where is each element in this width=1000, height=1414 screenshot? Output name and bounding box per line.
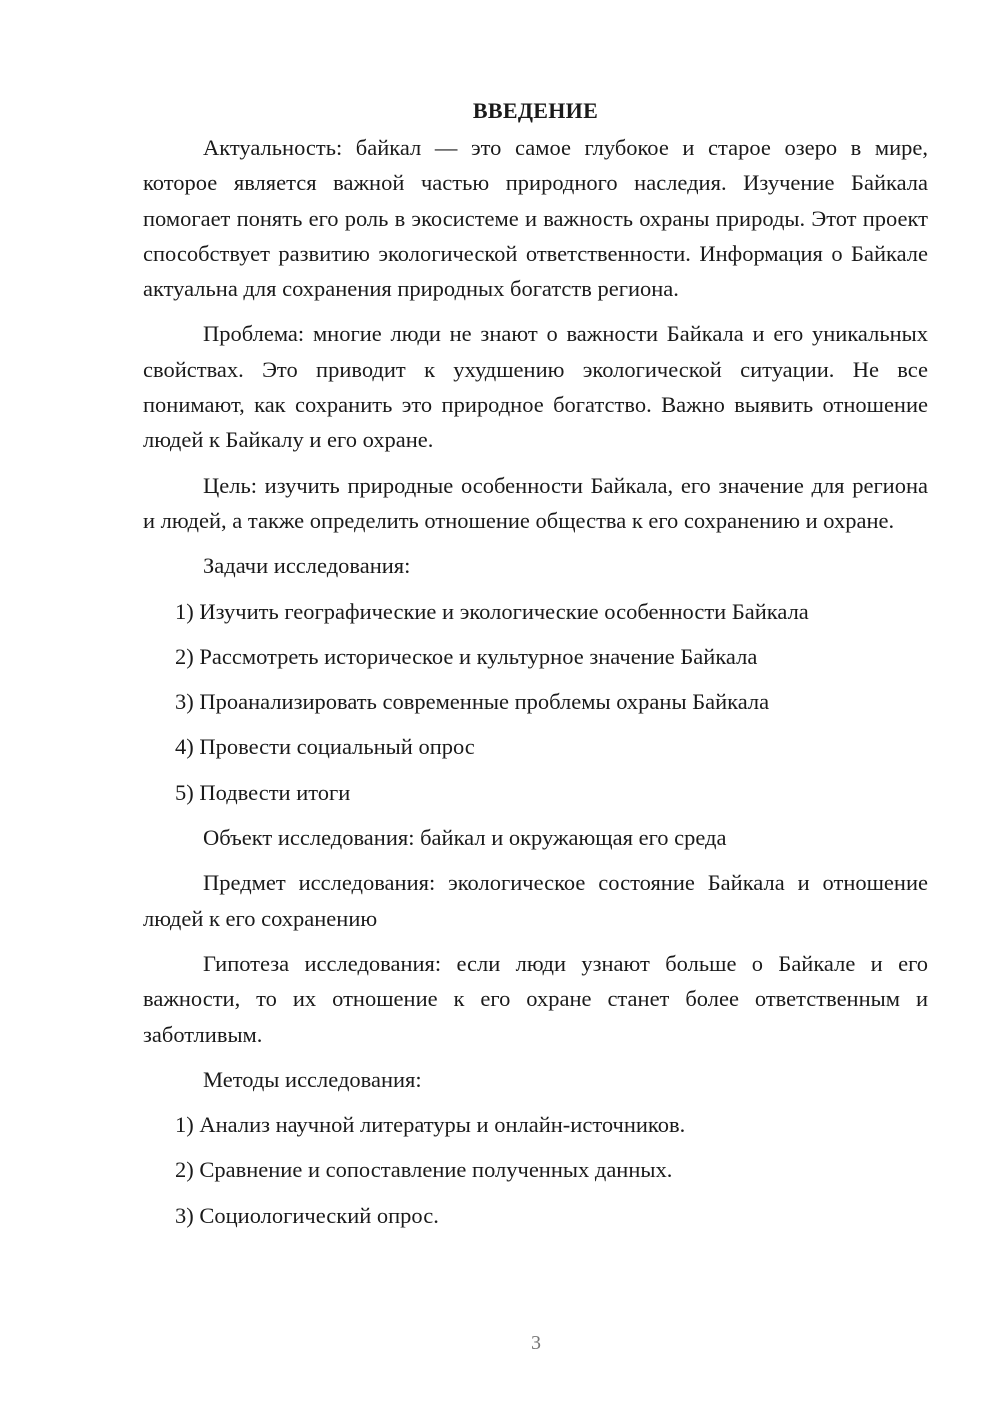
list-item: 1) Изучить географические и экологические особенности Байкала	[175, 598, 809, 624]
list-item: 3) Социологический опрос.	[175, 1202, 439, 1228]
page-number: 3	[531, 1332, 541, 1354]
goal-paragraph: Цель: изучить природные особенности Байкала, его значение для региона и людей, а также определить отношение общества к его сохранению и охране.	[143, 472, 928, 533]
list-item: 2) Рассмотреть историческое и культурное значение Байкала	[175, 643, 758, 669]
list-item: 3) Проанализировать современные проблемы охраны Байкала	[175, 689, 770, 715]
list-item: 1) Анализ научной литературы и онлайн-источников.	[175, 1112, 686, 1138]
subject-paragraph: Предмет исследования: экологическое состояние Байкала и отношение людей к его сохранению	[143, 870, 928, 931]
relevance-paragraph: Актуальность: байкал — это самое глубокое и старое озеро в мире, которое является важной частью природного наследия. Изучение Байкала помогает понять его роль в экосистеме и важность охраны природы. Этот проект способствует развитию экологической ответственности. Информация о Байкале актуальна для сохранения природных богатств региона.	[143, 135, 928, 302]
document-page	[143, 92, 928, 1243]
problem-paragraph: Проблема: многие люди не знают о важности Байкала и его уникальных свойствах. Это приводит к ухудшению экологической ситуации. Не все понимают, как сохранить это природное богатство. Важно выявить отношение людей к Байкалу и его охране.	[143, 321, 928, 453]
page-title: ВВЕДЕНИЕ	[472, 98, 599, 123]
list-item: 5) Подвести итоги	[175, 779, 351, 805]
hypothesis-paragraph: Гипотеза исследования: если люди узнают больше о Байкале и его важности, то их отношение к его охране станет более ответственным и заботливым.	[143, 950, 928, 1047]
methods-heading: Методы исследования:	[203, 1066, 422, 1092]
object-paragraph: Объект исследования: байкал и окружающая его среда	[203, 825, 727, 851]
tasks-heading: Задачи исследования:	[203, 553, 411, 579]
list-item: 4) Провести социальный опрос	[175, 734, 475, 760]
list-item: 2) Сравнение и сопоставление полученных данных.	[175, 1157, 673, 1183]
